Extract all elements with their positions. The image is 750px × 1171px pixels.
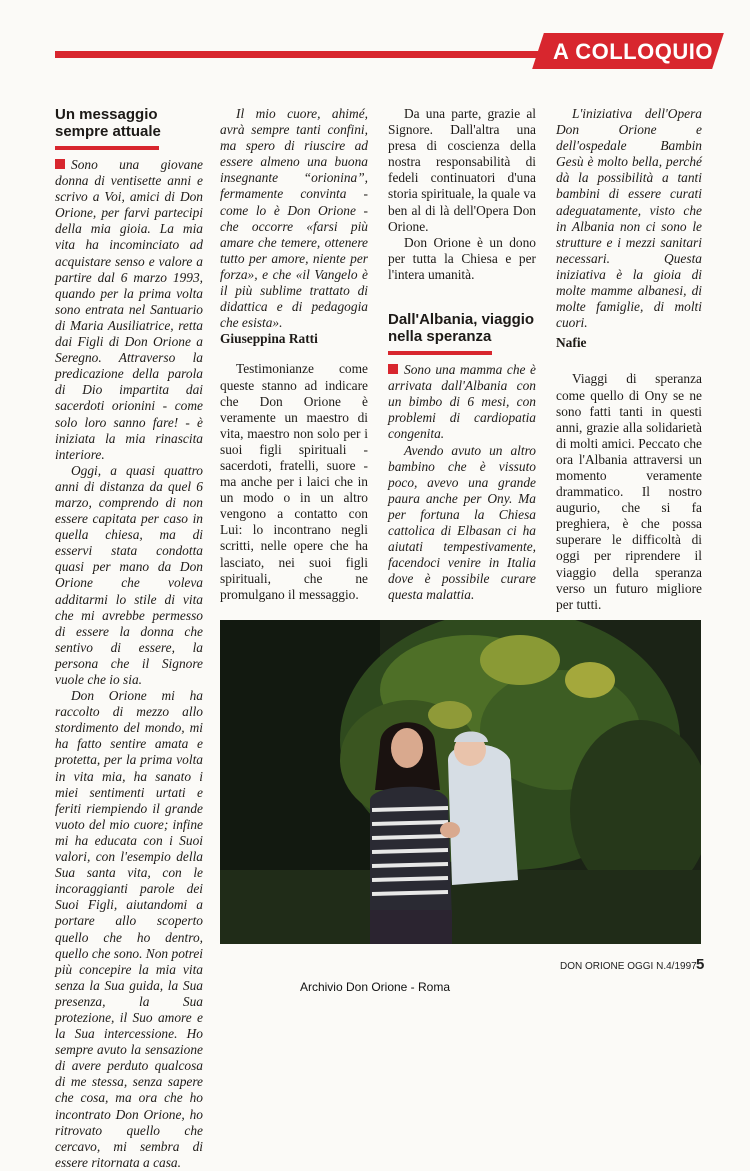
article1-signature: Giuseppina Ratti: [220, 331, 318, 347]
article2-paragraph-3: L'iniziativa dell'Opera Don Orione e dell'ospedale Bambin Gesù è molto bella, perché dà la possibilità a tanti bambini di essere curati adeguatamente, visto che in Albania non ci sono le strutture e i mezzi sanitari necessari. Questa iniziativa è la gioia di molte mamme albanesi, di molte famiglie, di molti cuori.: [556, 106, 702, 331]
article2-paragraph-1: Sono una mamma che è arrivata dall'Albania con un bimbo di 6 mesi, con problemi di cardiopatia congenita.: [388, 362, 536, 442]
article2-title-rule: [388, 351, 492, 355]
column-1: [55, 106, 203, 1171]
column-4: [556, 106, 702, 613]
article1-paragraph-3: Don Orione mi ha raccolto di mezzo allo stordimento del mondo, mi ha fatto sentire amata e protetta, per la prima volta in vita mia, ha sanato i miei sentimenti urtati e feriti riempiendo il grande vuoto del mio cuore; infine mi ha educata con i Suoi valori, con l'esempio della Sua santa vita, con le incoraggianti parole dei Suoi Figli, aiutandomi a portare allo scoperto quello che ho dentro, quello che sono. Non potrei più concepire la mia vita senza la Sua guida, la Sua presenza, la Sua protezione, il Suo amore e la Sua intercessione. Ho sempre avuto la sensazione di avere perduto qualcosa di me stessa, senza sapere che cosa, ma ora che ho incontrato Don Orione, ho ritrovato quello che cercavo, mi sembra di essere ritornata a casa.: [55, 688, 203, 1170]
column-2: [220, 106, 368, 603]
article1-response-1: Testimonianze come queste stanno ad indicare che Don Orione è veramente un maestro di vita, maestro non solo per i suoi figli spirituali - sacerdoti, fratelli, suore - ma anche per i laici che in un modo o in un altro vengono a contatto con Lui: lo incontrano negli scritti, nelle opere che ha lasciato, nei suoi figli spirituali, che ne promulgano il messaggio.: [220, 361, 368, 602]
section-label: A COLLOQUIO: [553, 39, 713, 64]
article2-paragraph-2: Avendo avuto un altro bambino che è vissuto poco, avevo una grande paura anche per Ony. Ma per fortuna la Chiesa cattolica di Elbasan ci ha aiutati tempestivamente, facendoci venire in Italia dove è possibile curare questa malattia.: [388, 442, 536, 603]
red-square-marker: [55, 159, 65, 169]
article1-paragraph-2: Oggi, a quasi quattro anni di distanza da quel 6 marzo, comprendo di non essere capitata per caso in quella chiesa, ma di esservi stata condotta quasi per mano da Don Orione che voleva additarmi lo stile di vita che mi avrebbe permesso di essere la donna che sentivo di essere, la persona che il Signore vuole che io sia.: [55, 462, 203, 687]
archive-credit: Archivio Don Orione - Roma: [299, 980, 451, 994]
article2-title: Dall'Albania, viaggio nella speranza: [388, 311, 535, 346]
photo-mother-and-child: [220, 620, 701, 944]
article1-paragraph-4: Il mio cuore, ahimé, avrà sempre tanti confini, ma spero di riuscire ad essere almeno una buona insegnante “orionina”, fermamente convinta - come lo è Don Orione - che occorre «farsi più amare che temere, ottenere tutto per amore, niente per forza», e che «il Vangelo è il più sublime trattato di didattica e di pedagogia che esista».: [220, 106, 368, 331]
article1-response-2: Da una parte, grazie al Signore. Dall'altra una presa di coscienza della nostra responsabilità di fedeli continuatori d'una storia spirituale, la quale va ben al di là dell'Opera Don Orione.: [388, 106, 536, 234]
red-square-marker: [388, 364, 398, 374]
column-3: [388, 106, 536, 603]
article2-signature: Nafie: [556, 335, 587, 351]
page-number: 5: [696, 956, 705, 973]
article1-title-rule: [55, 146, 159, 150]
article1-paragraph-1: Sono una giovane donna di ventisette anni e scrivo a Voi, amici di Don Orione, per farvi partecipi della mia gioia. La mia vita ha incominciato ad acquistare senso e valore a partire dal 6 marzo 1993, quando per la prima volta sono entrata nel Santuario di Maria Ausiliatrice, retta dai Figli di Don Orione a Seregno. Attraverso la predicazione della parola di Dio impartita dai sacerdoti orionini - come solo loro sanno fare! - è iniziata la mia rinascita interiore.: [55, 157, 203, 462]
photo-illustration: [220, 620, 701, 944]
article1-response-3: Don Orione è un dono per tutta la Chiesa e per l'intera umanità.: [388, 234, 536, 282]
article1-title: Un messaggio sempre attuale: [55, 106, 161, 140]
magazine-issue: DON ORIONE OGGI N.4/1997: [560, 961, 697, 972]
article2-response: Viaggi di speranza come quello di Ony se ne sono fatti tanti in questi anni, grazie alla solidarietà di molti amici. Peccato che ora l'Albania attraversi un momento veramente drammatico. Il nostro augurio, che si fa preghiera, è che possa superare le difficoltà di oggi per riprendere il viaggio della speranza verso un futuro migliore per tutti.: [556, 371, 702, 612]
